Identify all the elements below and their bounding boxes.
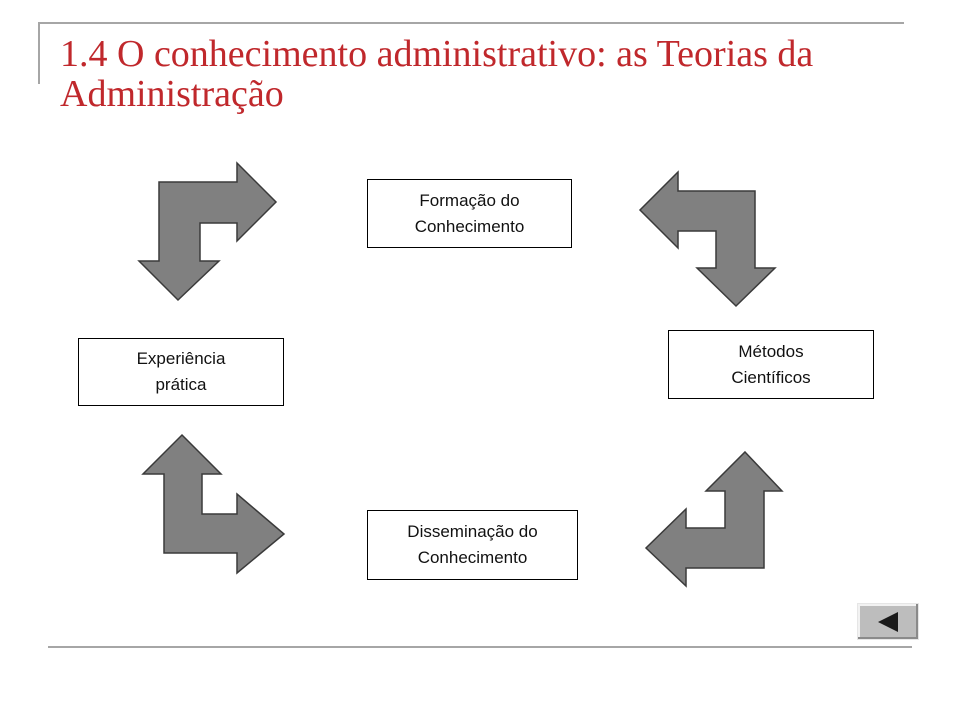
bent-arrow-top-left-icon <box>139 163 276 300</box>
bottom-rule <box>48 646 912 648</box>
node-formacao-do-conhecimento: Formação do Conhecimento <box>367 179 572 248</box>
bent-arrow-top-right-icon <box>640 172 775 306</box>
page-title: 1.4 O conhecimento administrativo: as Teorias da Administração <box>60 33 814 115</box>
bent-arrow-bottom-right-icon <box>646 452 782 586</box>
node-disseminacao-do-conhecimento: Disseminação do Conhecimento <box>367 510 578 580</box>
back-button[interactable] <box>857 603 919 640</box>
bent-arrow-bottom-left-icon <box>143 435 284 573</box>
node-experiencia-pratica: Experiência prática <box>78 338 284 406</box>
node-metodos-cientificos: Métodos Científicos <box>668 330 874 399</box>
triangle-left-icon <box>876 611 900 633</box>
